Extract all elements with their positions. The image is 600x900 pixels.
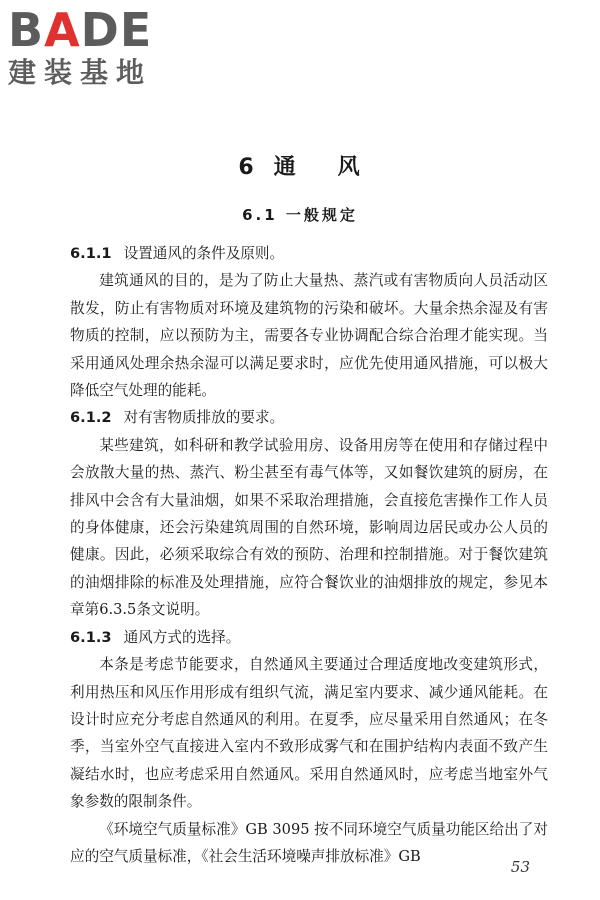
chapter-title-part1: 通 [273,155,298,180]
chapter-number: 6 [238,155,256,180]
page-number: 53 [510,858,530,876]
publisher-logo [8,3,183,90]
document-body [70,240,548,870]
clause-number: 6.1.1 [70,245,112,262]
logo-letter-a: A [44,3,81,57]
paragraph: 建筑通风的目的，是为了防止大量热、蒸汽或有害物质向人员活动区散发，防止有害物质对环境及建筑物的污染和破坏。大量余热余湿及有害物质的控制，应以预防为主，需要各专业协调配合综合治理才能实现。当采用通风处理余热余湿可以满足要求时，应优先使用通风措施，可以极大降低空气处理的能耗。 [70,272,548,400]
clause-heading-text: 通风方式的选择。 [123,628,241,646]
paragraph: 本条是考虑节能要求，自然通风主要通过合理适度地改变建筑形式，利用热压和风压作用形成有组织气流，满足室内要求、减少通风能耗。在设计时应充分考虑自然通风的利用。在夏季，应尽量采用自然通风；在冬季，当室外空气直接进入室内不致形成雾气和在围护结构内表面不致产生凝结水时，也应考虑采用自然通风。采用自然通风时，应考虑当地室外气象参数的限制条件。 [70,656,548,811]
logo-wordmark [8,3,183,57]
clause-heading [70,624,548,651]
chapter-title-part2: 风 [337,155,362,180]
section-title: 6.1 一般规定 [242,206,358,224]
clause-heading [70,404,548,431]
chapter-title [0,150,600,181]
clause-heading-text: 对有害物质排放的要求。 [123,409,285,427]
paragraph: 《环境空气质量标准》GB 3095 按不同环境空气质量功能区给出了对应的空气质量标准，《社会生活环境噪声排放标准》GB [70,820,548,865]
logo-subtitle: 建装基地 [8,56,153,89]
logo-letter-b: B [8,3,45,57]
clause-number: 6.1.3 [70,628,112,646]
clause-heading [70,240,548,267]
paragraph: 某些建筑，如科研和教学试验用房、设备用房等在使用和存储过程中会放散大量的热、蒸汽、粉尘甚至有毒气体等，又如餐饮建筑的厨房，在排风中会含有大量油烟，如果不采取治理措施，会直接危害操作工作人员的身体健康，还会污染建筑周围的自然环境，影响周边居民或办公人员的健康。因此，必须采取综合有效的预防、治理和控制措施。对于餐饮建筑的油烟排除的标准及处理措施，应符合餐饮业的油烟排放的规定，参见本章第6.3.5条文说明。 [70,436,548,619]
clause-heading-text: 设置通风的条件及原则。 [123,245,285,262]
logo-letters-de: DE [80,3,153,57]
clause-number: 6.1.2 [70,409,112,427]
